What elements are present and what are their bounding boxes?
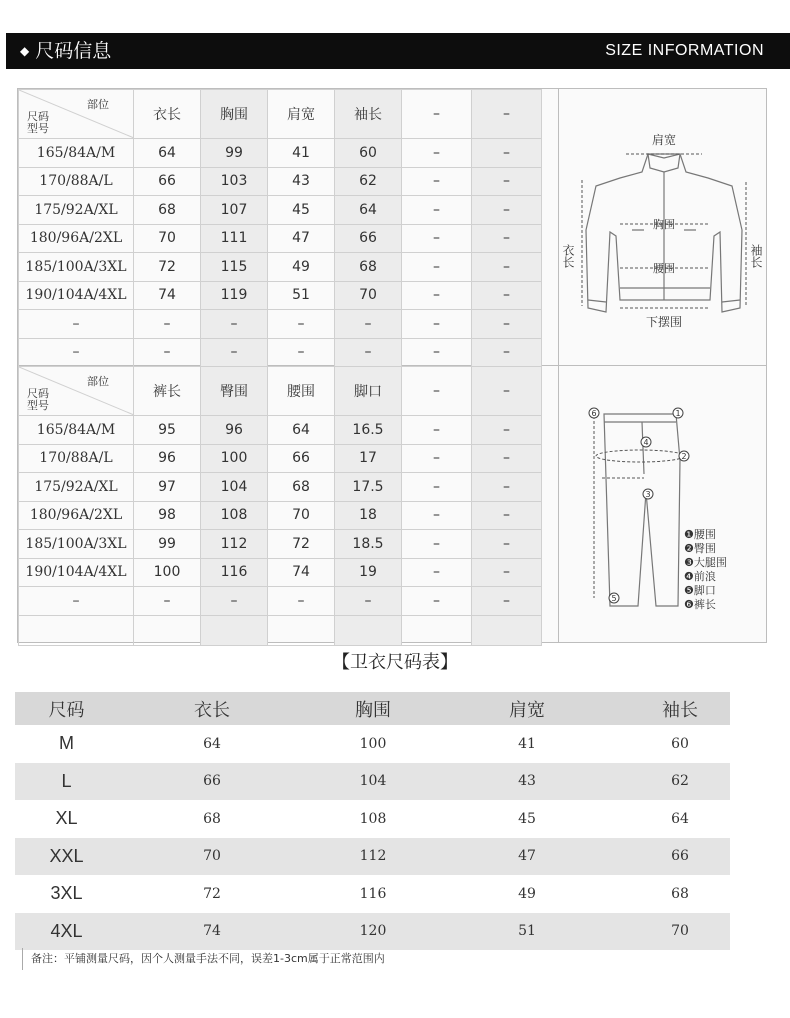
value-cell: 66 [335, 224, 402, 253]
column-header: – [472, 90, 542, 139]
value-cell: – [472, 310, 542, 339]
value-cell: 19 [335, 558, 402, 587]
value-cell: 108 [359, 810, 387, 827]
waist-label: 腰围 [653, 262, 675, 275]
chest-label: 胸围 [653, 218, 675, 231]
size-cell: 180/96A/2XL [19, 501, 134, 530]
value-cell: – [268, 338, 335, 367]
column-header: 尺码 [48, 699, 85, 721]
value-cell: – [402, 473, 472, 502]
table-row [19, 224, 542, 253]
value-cell: 51 [268, 281, 335, 310]
size-cell: – [19, 587, 134, 616]
header-subtitle: SIZE INFORMATION [605, 42, 764, 59]
table-row [19, 167, 542, 196]
corner-cell [19, 90, 134, 139]
value-cell: – [402, 501, 472, 530]
value-cell: 18.5 [335, 530, 402, 559]
column-header: 袖长 [662, 699, 698, 721]
column-header: 肩宽 [268, 90, 335, 139]
value-cell: 119 [201, 281, 268, 310]
column-header: 裤长 [134, 367, 201, 416]
hoodie-table-header [15, 692, 730, 725]
size-cell: 165/84A/M [19, 416, 134, 445]
table-row [19, 338, 542, 367]
size-cell: 165/84A/M [19, 139, 134, 168]
value-cell: 112 [359, 848, 387, 865]
header-title [20, 39, 111, 63]
column-header: – [472, 367, 542, 416]
value-cell: 64 [134, 139, 201, 168]
corner-cell [19, 367, 134, 416]
marker-6: 6 [591, 409, 597, 418]
value-cell: 115 [201, 253, 268, 282]
value-cell: 99 [134, 530, 201, 559]
value-cell [402, 615, 472, 645]
value-cell: 103 [201, 167, 268, 196]
legend-waist: ❶腰围 [684, 528, 716, 541]
table-row [19, 444, 542, 473]
table-row [19, 530, 542, 559]
size-cell: 170/88A/L [19, 444, 134, 473]
pants-diagram [580, 400, 760, 616]
value-cell: – [335, 587, 402, 616]
corner-part-label: 部位 [87, 375, 109, 388]
value-cell: 70 [134, 224, 201, 253]
value-cell: – [472, 530, 542, 559]
table-row [19, 196, 542, 225]
corner-model-label: 型号 [27, 399, 49, 412]
column-header: 腰围 [268, 367, 335, 416]
column-header: 衣长 [134, 90, 201, 139]
corner-size-label: 尺码 [27, 110, 49, 123]
value-cell: 96 [134, 444, 201, 473]
table-row [15, 763, 730, 801]
value-cell: 49 [518, 885, 536, 902]
value-cell: 45 [268, 196, 335, 225]
value-cell: – [134, 587, 201, 616]
marker-5: 5 [611, 594, 617, 603]
pants-table-header [19, 367, 542, 416]
size-cell: 3XL [50, 883, 83, 904]
value-cell [472, 615, 542, 645]
value-cell: 17 [335, 444, 402, 473]
size-cell: 190/104A/4XL [19, 558, 134, 587]
value-cell: – [402, 444, 472, 473]
value-cell: 104 [359, 773, 387, 790]
value-cell: – [201, 587, 268, 616]
value-cell: 74 [134, 281, 201, 310]
pants-table-body [19, 416, 542, 646]
table-row [19, 310, 542, 339]
value-cell: – [472, 473, 542, 502]
value-cell: 120 [359, 923, 387, 940]
legend-hip: ❷臀围 [684, 542, 716, 555]
value-cell: 70 [335, 281, 402, 310]
value-cell: 74 [268, 558, 335, 587]
shoulder-label: 肩宽 [651, 133, 677, 147]
value-cell: 100 [134, 558, 201, 587]
column-header: – [402, 90, 472, 139]
table-row [19, 253, 542, 282]
table-row [19, 416, 542, 445]
hoodie-table-title: 【卫衣尺码表】 [332, 652, 458, 673]
value-cell: – [201, 338, 268, 367]
legend-rise: ❹前浪 [684, 570, 716, 583]
table-row [19, 501, 542, 530]
value-cell: 45 [518, 810, 536, 827]
value-cell: 97 [134, 473, 201, 502]
value-cell: – [472, 587, 542, 616]
header-title-text: 尺码信息 [35, 40, 112, 62]
value-cell: – [134, 338, 201, 367]
value-cell: 68 [671, 885, 689, 902]
column-header: 胸围 [355, 699, 391, 721]
size-cell: 170/88A/L [19, 167, 134, 196]
value-cell: 107 [201, 196, 268, 225]
value-cell: 64 [268, 416, 335, 445]
measurement-note: 备注：平铺测量尺码，因个人测量手法不同，误差1-3cm属于正常范围内 [22, 948, 385, 970]
value-cell: 116 [201, 558, 268, 587]
value-cell: 72 [134, 253, 201, 282]
size-cell [19, 615, 134, 645]
value-cell: – [402, 253, 472, 282]
value-cell: 111 [201, 224, 268, 253]
value-cell: – [472, 196, 542, 225]
value-cell: 70 [268, 501, 335, 530]
value-cell: – [472, 253, 542, 282]
column-header: 脚口 [335, 367, 402, 416]
value-cell: 60 [335, 139, 402, 168]
table-row [19, 281, 542, 310]
diamond-icon: ◆ [20, 44, 30, 58]
table-row [19, 558, 542, 587]
value-cell: – [402, 281, 472, 310]
value-cell: – [472, 444, 542, 473]
legend-thigh: ❸大腿围 [684, 556, 727, 569]
value-cell: – [402, 416, 472, 445]
value-cell: 60 [671, 735, 689, 752]
size-cell: XXL [49, 845, 84, 866]
value-cell: 72 [268, 530, 335, 559]
value-cell: 66 [203, 773, 221, 790]
value-cell: 47 [518, 848, 536, 865]
value-cell: – [472, 416, 542, 445]
length-label: 衣长 [561, 244, 575, 268]
value-cell: 95 [134, 416, 201, 445]
value-cell [201, 615, 268, 645]
value-cell: – [402, 139, 472, 168]
size-cell: XL [55, 808, 78, 829]
value-cell: 47 [268, 224, 335, 253]
value-cell: – [402, 338, 472, 367]
value-cell: – [402, 587, 472, 616]
corner-part-label: 部位 [87, 98, 109, 111]
table-row [19, 587, 542, 616]
value-cell: 70 [203, 848, 221, 865]
sleeve-label: 袖长 [749, 244, 763, 268]
size-cell: 175/92A/XL [19, 196, 134, 225]
value-cell: – [402, 167, 472, 196]
value-cell: 64 [203, 735, 221, 752]
header-bar [6, 33, 790, 69]
size-cell: 190/104A/4XL [19, 281, 134, 310]
value-cell: – [268, 310, 335, 339]
size-cell: 4XL [50, 920, 83, 941]
value-cell: – [402, 224, 472, 253]
table-row [19, 473, 542, 502]
value-cell [268, 615, 335, 645]
value-cell: – [472, 558, 542, 587]
value-cell: 99 [201, 139, 268, 168]
value-cell: 104 [201, 473, 268, 502]
value-cell: – [472, 167, 542, 196]
jacket-diagram [560, 120, 766, 340]
value-cell: – [402, 530, 472, 559]
table-row [19, 139, 542, 168]
jacket-table-header [19, 90, 542, 139]
value-cell: 108 [201, 501, 268, 530]
value-cell: – [335, 310, 402, 339]
corner-model-label: 型号 [27, 122, 49, 135]
value-cell: – [472, 224, 542, 253]
jacket-outline-icon [586, 154, 742, 312]
marker-1: 1 [675, 409, 681, 418]
marker-3: 3 [645, 490, 651, 499]
value-cell: 66 [268, 444, 335, 473]
value-cell [134, 615, 201, 645]
value-cell: 74 [203, 923, 221, 940]
column-header: 衣长 [194, 699, 230, 721]
pants-size-table [18, 366, 542, 646]
column-header: 肩宽 [509, 699, 545, 721]
value-cell: 68 [203, 810, 221, 827]
jacket-table-body [19, 139, 542, 367]
value-cell: 100 [201, 444, 268, 473]
value-cell: – [201, 310, 268, 339]
marker-2: 2 [681, 452, 687, 461]
column-header: 胸围 [201, 90, 268, 139]
size-cell: M [59, 733, 74, 754]
size-cell: L [61, 770, 72, 791]
column-header: – [402, 367, 472, 416]
value-cell: – [472, 139, 542, 168]
pants-markers [589, 408, 689, 603]
value-cell: 70 [671, 923, 689, 940]
value-cell: 16.5 [335, 416, 402, 445]
value-cell: 98 [134, 501, 201, 530]
column-header: 臀围 [201, 367, 268, 416]
size-cell: 175/92A/XL [19, 473, 134, 502]
legend-length: ❻裤长 [684, 598, 716, 611]
value-cell: – [335, 338, 402, 367]
value-cell: 66 [671, 848, 689, 865]
size-cell: 180/96A/2XL [19, 224, 134, 253]
value-cell: 72 [203, 885, 221, 902]
value-cell: 49 [268, 253, 335, 282]
value-cell: 66 [134, 167, 201, 196]
value-cell: 116 [359, 885, 387, 902]
value-cell: 96 [201, 416, 268, 445]
value-cell: 68 [268, 473, 335, 502]
hoodie-size-table [15, 692, 730, 950]
value-cell: – [472, 501, 542, 530]
table-row [15, 725, 730, 763]
size-cell: – [19, 338, 134, 367]
value-cell: 100 [359, 735, 387, 752]
marker-4: 4 [643, 438, 649, 447]
value-cell: 41 [268, 139, 335, 168]
value-cell [335, 615, 402, 645]
value-cell: 51 [518, 923, 536, 940]
value-cell: 64 [671, 810, 689, 827]
value-cell: – [268, 587, 335, 616]
size-cell: 185/100A/3XL [19, 530, 134, 559]
value-cell: – [402, 196, 472, 225]
size-cell: – [19, 310, 134, 339]
value-cell: 112 [201, 530, 268, 559]
value-cell: 68 [335, 253, 402, 282]
value-cell: 18 [335, 501, 402, 530]
table-row [19, 615, 542, 645]
value-cell: 41 [518, 735, 536, 752]
value-cell: 62 [335, 167, 402, 196]
size-cell: 185/100A/3XL [19, 253, 134, 282]
table-row [15, 838, 730, 876]
value-cell: – [472, 338, 542, 367]
value-cell: 62 [671, 773, 689, 790]
column-header: 袖长 [335, 90, 402, 139]
table-row [15, 875, 730, 913]
value-cell: – [402, 310, 472, 339]
jacket-size-table [18, 89, 542, 367]
corner-size-label: 尺码 [27, 387, 49, 400]
value-cell: 64 [335, 196, 402, 225]
value-cell: – [472, 281, 542, 310]
value-cell: 68 [134, 196, 201, 225]
legend-leg-opening: ❺脚口 [684, 584, 716, 597]
table-row [15, 800, 730, 838]
value-cell: – [134, 310, 201, 339]
value-cell: 43 [268, 167, 335, 196]
table-row [15, 913, 730, 951]
value-cell: 43 [518, 773, 536, 790]
value-cell: – [402, 558, 472, 587]
value-cell: 17.5 [335, 473, 402, 502]
hem-label: 下摆围 [645, 315, 683, 329]
